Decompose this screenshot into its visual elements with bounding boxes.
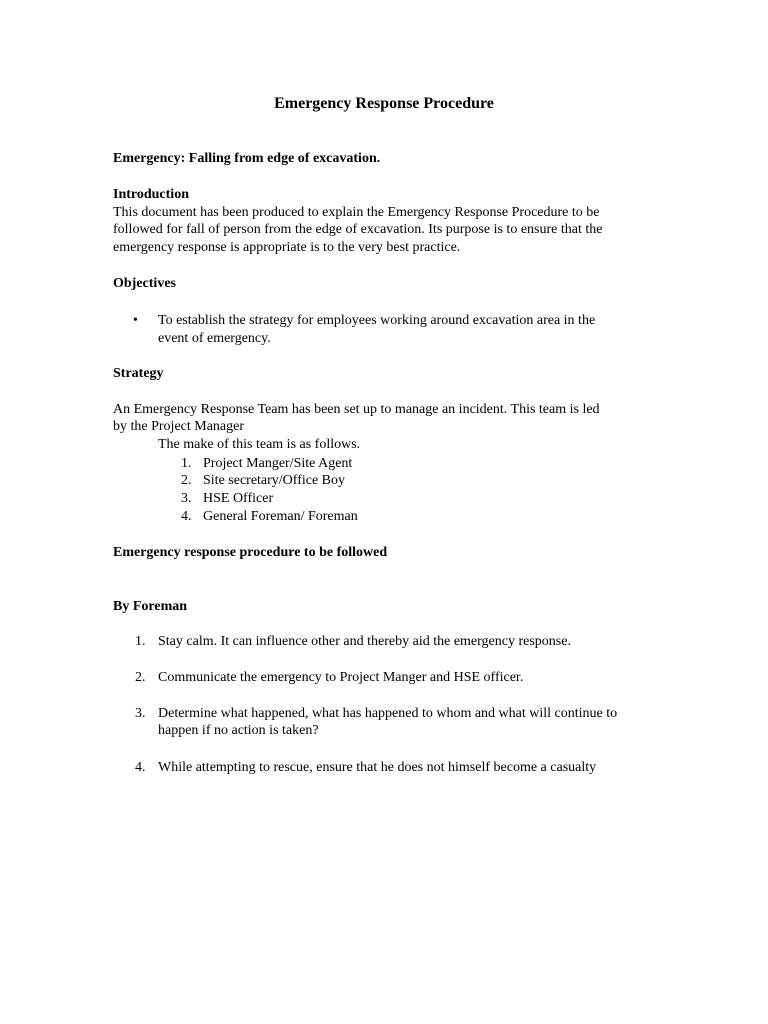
step-number: 4. bbox=[135, 760, 146, 775]
team-number: 3. bbox=[181, 491, 192, 506]
introduction-heading: Introduction bbox=[113, 187, 189, 202]
step-text: Stay calm. It can influence other and thereby aid the emergency response. bbox=[158, 634, 571, 649]
emergency-line: Emergency: Falling from edge of excavation. bbox=[113, 151, 381, 166]
objective-line: To establish the strategy for employees working around excavation area in the bbox=[158, 313, 596, 328]
bullet-icon: • bbox=[133, 313, 138, 328]
team-member: Project Manger/Site Agent bbox=[203, 456, 353, 471]
step-number: 2. bbox=[135, 670, 146, 685]
team-member: Site secretary/Office Boy bbox=[203, 473, 346, 488]
strategy-heading: Strategy bbox=[113, 366, 164, 381]
team-member: General Foreman/ Foreman bbox=[203, 509, 358, 524]
team-number: 4. bbox=[181, 509, 192, 524]
objective-line: event of emergency. bbox=[158, 331, 271, 346]
strategy-line: by the Project Manager bbox=[113, 419, 245, 434]
team-member: HSE Officer bbox=[203, 491, 274, 506]
step-text: happen if no action is taken? bbox=[158, 723, 319, 738]
step-number: 3. bbox=[135, 706, 146, 721]
introduction-line: This document has been produced to explain the Emergency Response Procedure to be bbox=[113, 205, 600, 220]
step-number: 1. bbox=[135, 634, 146, 649]
step-text: While attempting to rescue, ensure that he does not himself become a casualty bbox=[158, 760, 597, 775]
procedure-heading: Emergency response procedure to be followed bbox=[113, 545, 388, 560]
strategy-line: An Emergency Response Team has been set up to manage an incident. This team is led bbox=[113, 402, 600, 417]
team-number: 2. bbox=[181, 473, 192, 488]
introduction-line: emergency response is appropriate is to the very best practice. bbox=[113, 240, 461, 255]
team-intro: The make of this team is as follows. bbox=[158, 437, 361, 452]
introduction-line: followed for fall of person from the edge of excavation. Its purpose is to ensure that the bbox=[113, 222, 603, 237]
step-text: Determine what happened, what has happened to whom and what will continue to bbox=[158, 706, 618, 721]
foreman-heading: By Foreman bbox=[113, 599, 188, 614]
team-number: 1. bbox=[181, 456, 192, 471]
step-text: Communicate the emergency to Project Manger and HSE officer. bbox=[158, 670, 524, 685]
objectives-heading: Objectives bbox=[113, 276, 176, 291]
document-title: Emergency Response Procedure bbox=[274, 95, 494, 112]
